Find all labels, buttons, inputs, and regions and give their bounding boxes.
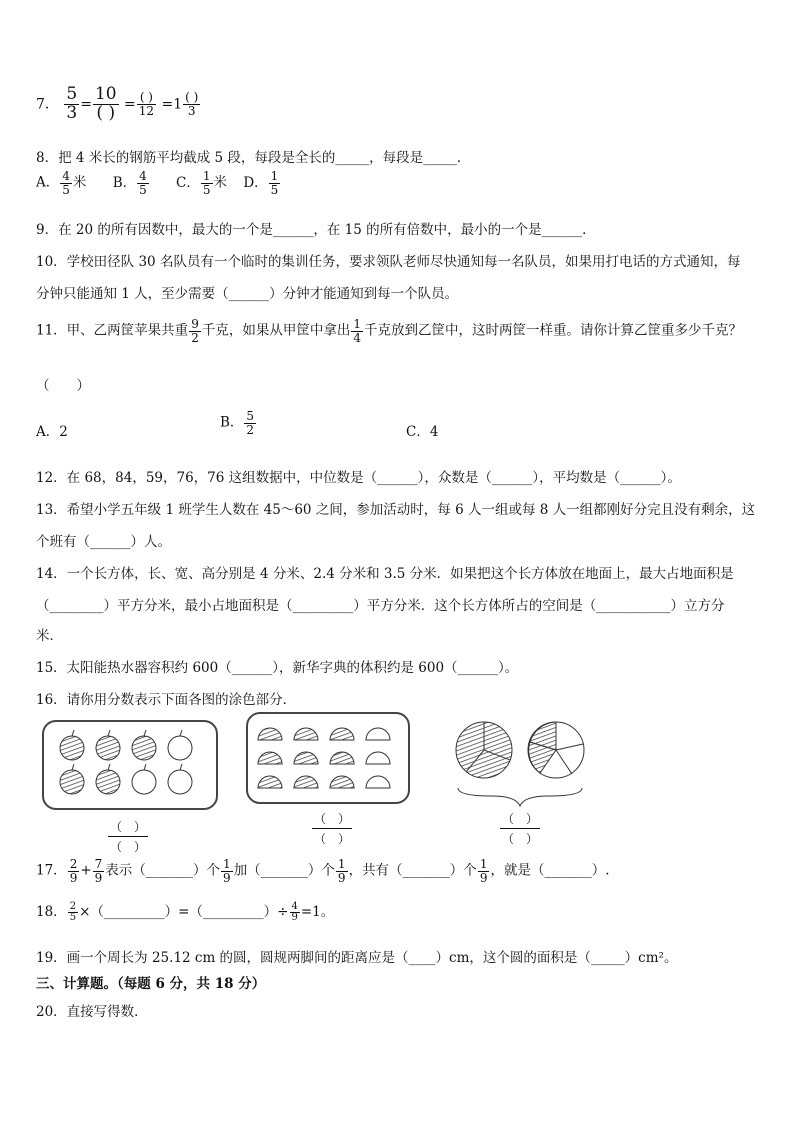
question-17: 17． $\frac{2}{9}$ + $\frac{7}{9}$ 表示（_______）个 $\frac{1}{9}$ 加（_______）个 $\frac{1}{9}$ ，共有（_______）个 $\frac{1}{9}$ ，就是（_______）. (36, 857, 610, 885)
apple-icon (96, 764, 120, 794)
question-10-line2: 分钟只能通知 1 人，至少需要（______）分钟才能通知到每一个队员。 (36, 286, 459, 302)
question-14-line2: （________）平方分米，最小占地面积是（_________）平方分米．这个长方体所占的空间是（___________）立方分 (36, 598, 725, 614)
shell-icon (294, 752, 318, 764)
shell-icon (366, 776, 390, 788)
apple-icon (132, 764, 156, 794)
shell-figure (246, 712, 410, 804)
shell-icon (330, 728, 354, 740)
question-15: 15．太阳能热水器容积约 600（______），新华字典的体积约是 600（______）。 (36, 660, 519, 676)
brace-icon (458, 788, 582, 806)
question-7: 7． $\frac{5}{3}$ = $\frac{10}{( )}$ = $\frac{( )}{12}$ =1 $\frac{( )}{3}$ (36, 84, 199, 123)
question-13-line2: 个班有（______）人。 (36, 534, 171, 550)
apple-icon (168, 764, 192, 794)
question-11-option-a: A．2 (36, 424, 68, 440)
circle-icon (528, 722, 584, 778)
question-19: 19．画一个周长为 25.12 cm 的圆，圆规两脚间的距离应是（____）cm，这个圆的面积是（_____）cm²。 (36, 950, 678, 966)
shell-icon (258, 776, 282, 788)
shell-icon (258, 728, 282, 740)
fraction: $\frac{( )}{12}$ (138, 90, 155, 118)
apple-icon (60, 764, 84, 794)
shell-icon (258, 752, 282, 764)
question-18: 18． $\frac{2}{5}$ ×（_________）=（_________）÷ $\frac{4}{9}$ =1。 (36, 900, 335, 923)
circle-icon (456, 722, 512, 778)
question-14-line3: 米． (36, 628, 63, 644)
shell-icon (294, 728, 318, 740)
question-8: 8．把 4 米长的钢筋平均截成 5 段，每段是全长的_____，每段是_____． (36, 150, 471, 166)
apple-icon (132, 730, 156, 760)
fraction: $\frac{10}{( )}$ (94, 84, 117, 123)
question-10-line1: 10．学校田径队 30 名队员有一个临时的集训任务，要求领队老师尽快通知每一名队员，如果用打电话的方式通知，每 (36, 254, 741, 270)
question-9: 9．在 20 的所有因数中，最大的一个是______，在 15 的所有倍数中，最小的一个是______． (36, 222, 596, 238)
question-11-paren: （ ） (36, 378, 90, 394)
question-16: 16．请你用分数表示下面各图的涂色部分． (36, 692, 297, 708)
shell-icon (330, 776, 354, 788)
circles-drawing (452, 718, 612, 812)
shell-icon (366, 728, 390, 740)
question-20: 20．直接写得数． (36, 1004, 148, 1020)
answer-fraction-1[interactable]: （ ） （ ） (109, 820, 146, 854)
answer-fraction-2[interactable]: （ ） （ ） (313, 812, 350, 846)
question-11-option-b: B． $\frac{5}{2}$ (220, 409, 255, 437)
question-12: 12．在 68，84，59，76，76 这组数据中，中位数是（______），众数是（______），平均数是（______）。 (36, 470, 681, 486)
question-11: 11．甲、乙两筐苹果共重 $\frac{9}{2}$ 千克，如果从甲筐中拿出 $\frac{1}{4}$ 千克放到乙筐中，这时两筐一样重。请你计算乙筐重多少千克？ (36, 317, 742, 345)
question-14-line1: 14．一个长方体，长、宽、高分别是 4 分米、2.4 分米和 3.5 分米．如果把这个长方体放在地面上，最大占地面积是 (36, 566, 734, 582)
answer-fraction-3[interactable]: （ ） （ ） (501, 812, 538, 846)
section-3-title: 三、计算题。（每题 6 分，共 18 分） (36, 976, 266, 992)
apple-figure (42, 720, 218, 810)
question-number: 7． (36, 96, 59, 113)
apple-icon (168, 730, 192, 760)
circles-figure (452, 718, 612, 816)
question-11-option-c: C．4 (406, 424, 439, 440)
apple-icon (60, 730, 84, 760)
shell-icon (294, 776, 318, 788)
shells-drawing (248, 714, 408, 802)
question-13-line1: 13．希望小学五年级 1 班学生人数在 45～60 之间，参加活动时，每 6 人一组或每 8 人一组都刚好分完且没有剩余，这 (36, 502, 756, 518)
fraction: $\frac{( )}{3}$ (185, 90, 199, 118)
shell-icon (366, 752, 390, 764)
apples-drawing (44, 722, 216, 808)
apple-icon (96, 730, 120, 760)
question-8-options: A． $\frac{4}{5}$ 米 B． $\frac{4}{5}$ C． $\frac{1}{5}$ 米 D． $\frac{1}{5}$ (36, 169, 279, 197)
fraction: $\frac{5}{3}$ (66, 84, 78, 123)
shell-icon (330, 752, 354, 764)
